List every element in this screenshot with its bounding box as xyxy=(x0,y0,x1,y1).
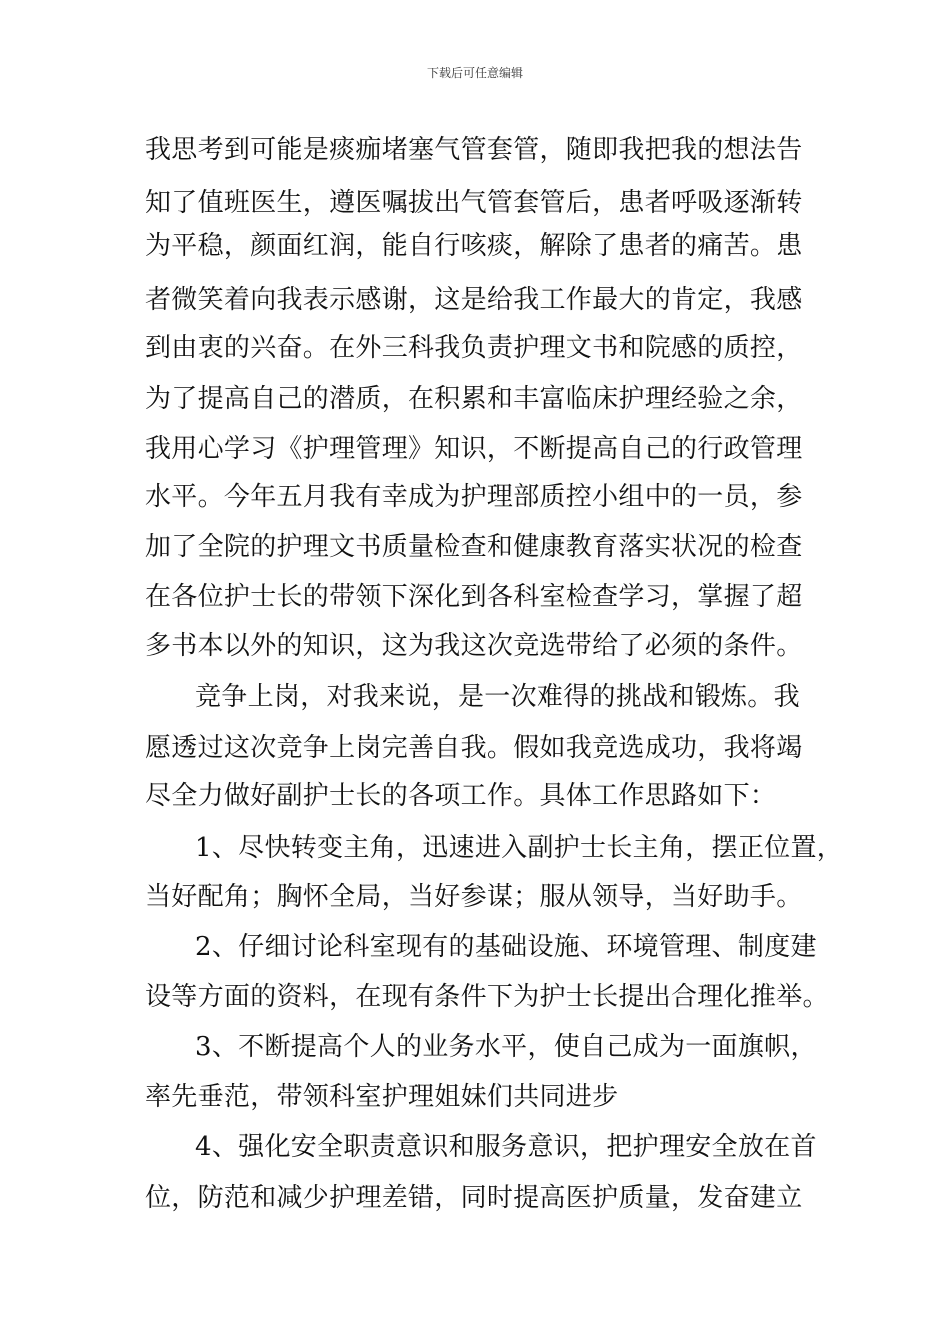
text-line: 当好配角；胸怀全局，当好参谋；服从领导，当好助手。 xyxy=(145,882,803,912)
text-line: 愿透过这次竞争上岗完善自我。假如我竞选成功，我将竭 xyxy=(145,733,803,763)
paragraph-first-line: 竞争上岗，对我来说，是一次难得的挑战和锻炼。我 xyxy=(195,682,800,712)
text-line: 为了提高自己的潜质，在积累和丰富临床护理经验之余， xyxy=(145,384,803,414)
text-line: 位，防范和减少护理差错，同时提高医护质量，发奋建立 xyxy=(145,1183,803,1213)
text-line: 我用心学习《护理管理》知识，不断提高自己的行政管理 xyxy=(145,434,803,464)
list-item-4: 4、强化安全职责意识和服务意识，把护理安全放在首 xyxy=(195,1132,817,1162)
text-line: 加了全院的护理文书质量检查和健康教育落实状况的检查 xyxy=(145,532,803,562)
list-item-1: 1、尽快转变主角，迅速进入副护士长主角，摆正位置， xyxy=(195,833,844,863)
text-line: 尽全力做好副护士长的各项工作。具体工作思路如下： xyxy=(145,781,777,811)
list-item-3: 3、不断提高个人的业务水平，使自己成为一面旗帜， xyxy=(195,1032,817,1062)
text-line: 设等方面的资料，在现有条件下为护士长提出合理化推举。 xyxy=(145,982,829,1012)
text-line: 多书本以外的知识，这为我这次竞选带给了必须的条件。 xyxy=(145,631,803,661)
page-header: 下载后可任意编辑 xyxy=(426,66,523,80)
list-item-2: 2、仔细讨论科室现有的基础设施、环境管理、制度建 xyxy=(195,932,817,962)
text-line: 水平。今年五月我有幸成为护理部质控小组中的一员，参 xyxy=(145,482,803,512)
text-line: 为平稳，颜面红润，能自行咳痰，解除了患者的痛苦。患 xyxy=(145,231,803,261)
text-line: 到由衷的兴奋。在外三科我负责护理文书和院感的质控， xyxy=(145,333,803,363)
text-line: 知了值班医生，遵医嘱拔出气管套管后，患者呼吸逐渐转 xyxy=(145,188,803,218)
text-line: 我思考到可能是痰痂堵塞气管套管，随即我把我的想法告 xyxy=(145,135,803,165)
text-line: 率先垂范，带领科室护理姐妹们共同进步 xyxy=(145,1082,619,1112)
text-line: 者微笑着向我表示感谢，这是给我工作最大的肯定，我感 xyxy=(145,285,803,315)
text-line: 在各位护士长的带领下深化到各科室检查学习，掌握了超 xyxy=(145,582,803,612)
